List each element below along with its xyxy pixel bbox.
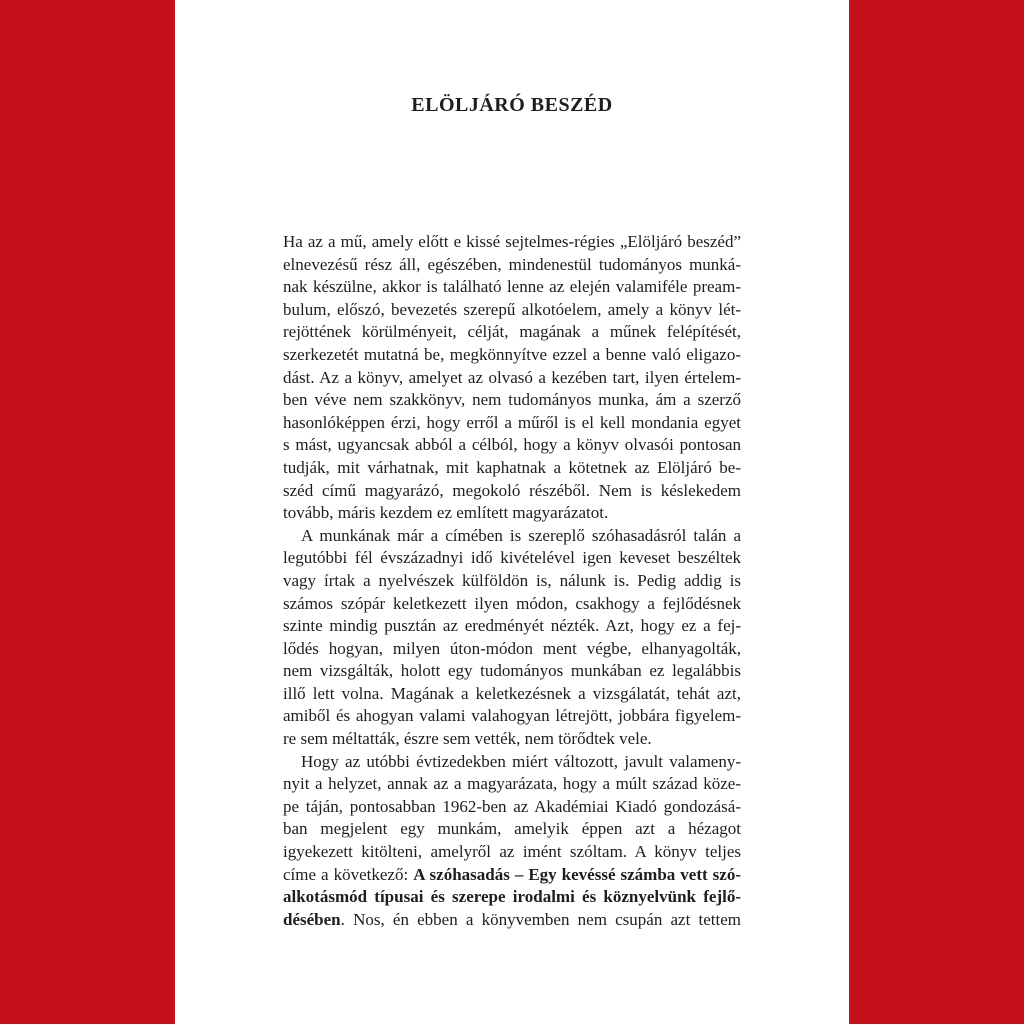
text-line: ben véve nem szakkönyv, nem tudományos munka, ám a szerző <box>283 390 741 410</box>
text-line: dást. Az a könyv, amelyet az olvasó a kezében tart, ilyen értelem- <box>283 367 741 387</box>
text-line: nak készülne, akkor is található lenne az elején valamiféle pream- <box>283 277 741 297</box>
text-line: pe táján, pontosabban 1962-ben az Akadémiai Kiadó gondozásá- <box>283 796 741 816</box>
book-title-bold: désében <box>283 909 341 929</box>
text-run: címe a következő: <box>283 864 414 884</box>
text-line: igyekezett kitölteni, amelyről az imént szóltam. A könyv teljes <box>283 842 741 862</box>
text-line: számos szópár keletkezett ilyen módon, csakhogy a fejlődésnek <box>283 593 741 613</box>
text-line: tudják, mit várhatnak, mit kaphatnak a kötetnek az Elöljáró be- <box>283 457 741 477</box>
text-line <box>283 909 741 932</box>
text-line: vagy írtak a nyelvészek külföldön is, nálunk is. Pedig addig is <box>283 570 741 590</box>
text-line <box>283 886 741 909</box>
text-line: illő lett volna. Magának a keletkezésnek a vizsgálatát, tehát azt, <box>283 683 741 703</box>
text-line: amiből és ahogyan valami valahogyan létrejött, jobbára figyelem- <box>283 706 741 726</box>
text-line <box>283 864 741 887</box>
text-line: Hogy az utóbbi évtizedekben miért változott, javult valameny- <box>301 751 741 771</box>
book-page <box>175 0 849 1024</box>
text-line: hasonlóképpen érzi, hogy erről a műről is el kell mondania egyet <box>283 412 741 432</box>
book-title-bold: A szóhasadás – Egy kevéssé számba vett szó- <box>413 864 741 884</box>
text-line: szinte mindig pusztán az eredményét nézték. Azt, hogy ez a fej- <box>283 616 741 636</box>
text-line: Ha az a mű, amely előtt e kissé sejtelmes-régies „Elöljáró beszéd” <box>283 232 741 251</box>
text-line: A munkának már a címében is szereplő szóhasadásról talán a <box>301 525 741 545</box>
text-line: elnevezésű rész áll, egészében, mindenestül tudományos munká- <box>283 254 741 274</box>
text-line: nyit a helyzet, annak az a magyarázata, hogy a múlt század köze- <box>283 774 741 794</box>
text-line: re sem méltatták, észre sem vették, nem törődtek vele. <box>283 729 652 749</box>
text-line: nem vizsgálták, holott egy tudományos munkában ez legalábbis <box>283 661 741 681</box>
text-line: tovább, máris kezdem ez említett magyarázatot. <box>283 503 609 523</box>
text-line: ban megjelent egy munkám, amelyik éppen azt a hézagot <box>283 819 741 839</box>
text-line: legutóbbi fél évszázadnyi idő kivételével igen keveset beszéltek <box>283 548 741 568</box>
book-title-bold: alkotásmód típusai és szerepe irodalmi és köznyelvünk fejlő- <box>283 887 741 907</box>
text-line: s mást, ugyancsak abból a célból, hogy a könyv olvasói pontosan <box>283 435 741 455</box>
body-text <box>283 231 741 931</box>
text-line: lődés hogyan, milyen úton-módon ment végbe, elhanyagolták, <box>283 638 741 658</box>
text-line: bulum, előszó, bevezetés szerepű alkotóelem, amely a könyv lét- <box>283 299 741 319</box>
page-title: ELÖLJÁRÓ BESZÉD <box>411 94 613 116</box>
text-line: széd című magyarázó, megokoló részéből. Nem is késlekedem <box>283 480 741 500</box>
text-run: . Nos, én ebben a könyvemben nem csupán azt tettem <box>340 909 741 929</box>
text-line: rejöttének körülményeit, célját, magának a műnek felépítését, <box>283 322 741 342</box>
text-line: szerkezetét mutatná be, megkönnyítve ezzel a benne való eligazo- <box>283 344 741 364</box>
